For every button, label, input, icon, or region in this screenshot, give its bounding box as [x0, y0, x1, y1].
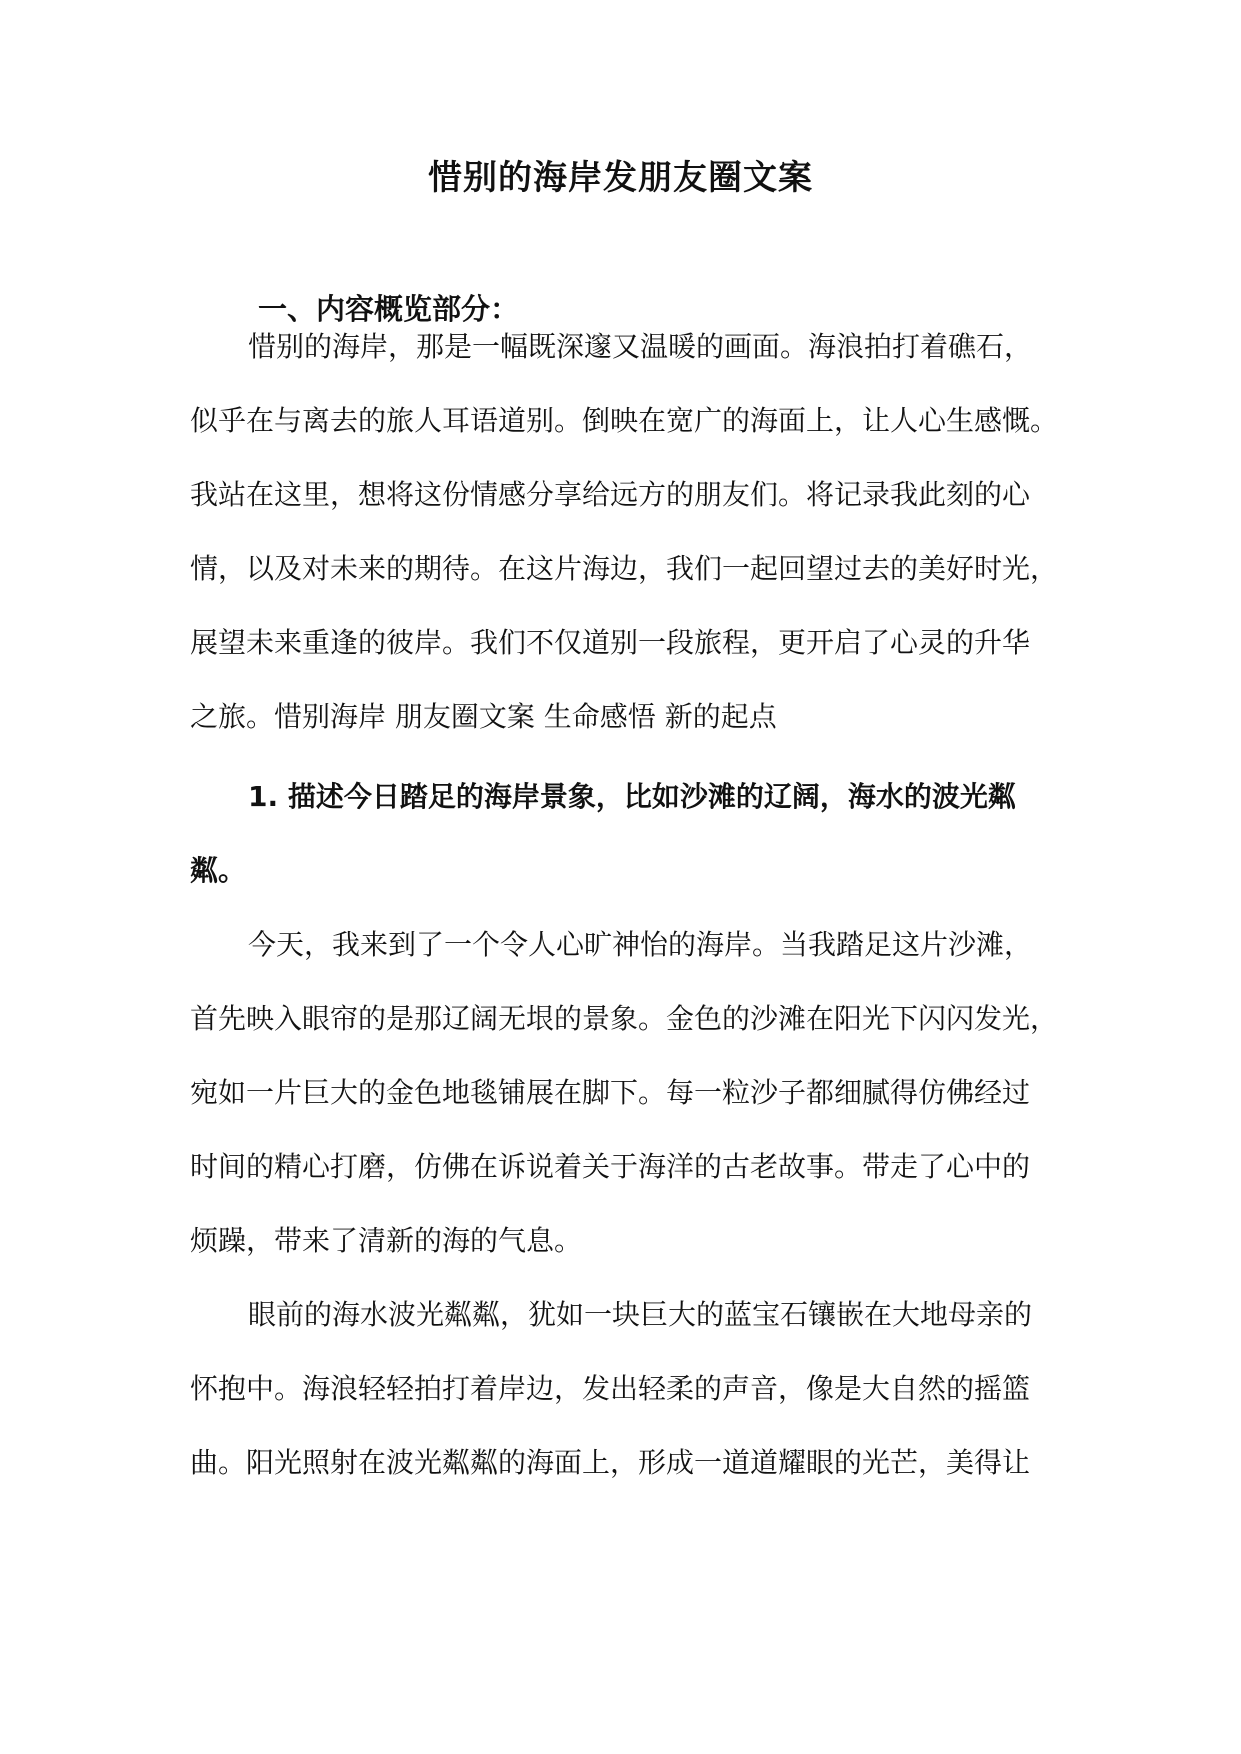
paragraph-line: 我站在这里，想将这份情感分享给远方的朋友们。将记录我此刻的心 — [190, 478, 1031, 511]
paragraph-line: 宛如一片巨大的金色地毯铺展在脚下。每一粒沙子都细腻得仿佛经过 — [190, 1076, 1031, 1109]
paragraph-overview — [190, 310, 1059, 754]
paragraph-line: 时间的精心打磨，仿佛在诉说着关于海洋的古老故事。带走了心中的 — [190, 1150, 1031, 1183]
paragraph-line: 之旅。惜别海岸 朋友圈文案 生命感悟 新的起点 — [190, 700, 777, 733]
paragraph-line: 烦躁，带来了清新的海的气息。 — [190, 1224, 583, 1257]
paragraph-line: 首先映入眼帘的是那辽阔无垠的景象。金色的沙滩在阳光下闪闪发光， — [190, 1002, 1059, 1035]
paragraph-line: 怀抱中。海浪轻轻拍打着岸边，发出轻柔的声音，像是大自然的摇篮 — [190, 1372, 1031, 1405]
paragraph-line: 曲。阳光照射在波光粼粼的海面上，形成一道道耀眼的光芒，美得让 — [190, 1446, 1031, 1479]
item-heading-line: 粼。 — [190, 854, 247, 887]
document-title: 惜别的海岸发朋友圈文案 — [428, 158, 813, 198]
paragraph-line: 今天，我来到了一个令人心旷神怡的海岸。当我踏足这片沙滩， — [248, 928, 1033, 961]
item-heading-line: 1. 描述今日踏足的海岸景象，比如沙滩的辽阔，海水的波光粼 — [248, 780, 1016, 813]
paragraph-line: 似乎在与离去的旅人耳语道别。倒映在宽广的海面上，让人心生感慨。 — [190, 404, 1059, 437]
item-heading — [190, 760, 1050, 908]
paragraph-line: 展望未来重逢的彼岸。我们不仅道别一段旅程，更开启了心灵的升华 — [190, 626, 1031, 659]
paragraph-line: 惜别的海岸，那是一幅既深邃又温暖的画面。海浪拍打着礁石， — [248, 330, 1033, 363]
paragraph-sea-water — [190, 1278, 1050, 1500]
paragraph-line: 情，以及对未来的期待。在这片海边，我们一起回望过去的美好时光， — [190, 552, 1059, 585]
paragraph-line: 眼前的海水波光粼粼，犹如一块巨大的蓝宝石镶嵌在大地母亲的 — [248, 1298, 1033, 1331]
section-heading: 一、内容概览部分： — [258, 292, 520, 326]
paragraph-coast-scene — [190, 908, 1059, 1278]
